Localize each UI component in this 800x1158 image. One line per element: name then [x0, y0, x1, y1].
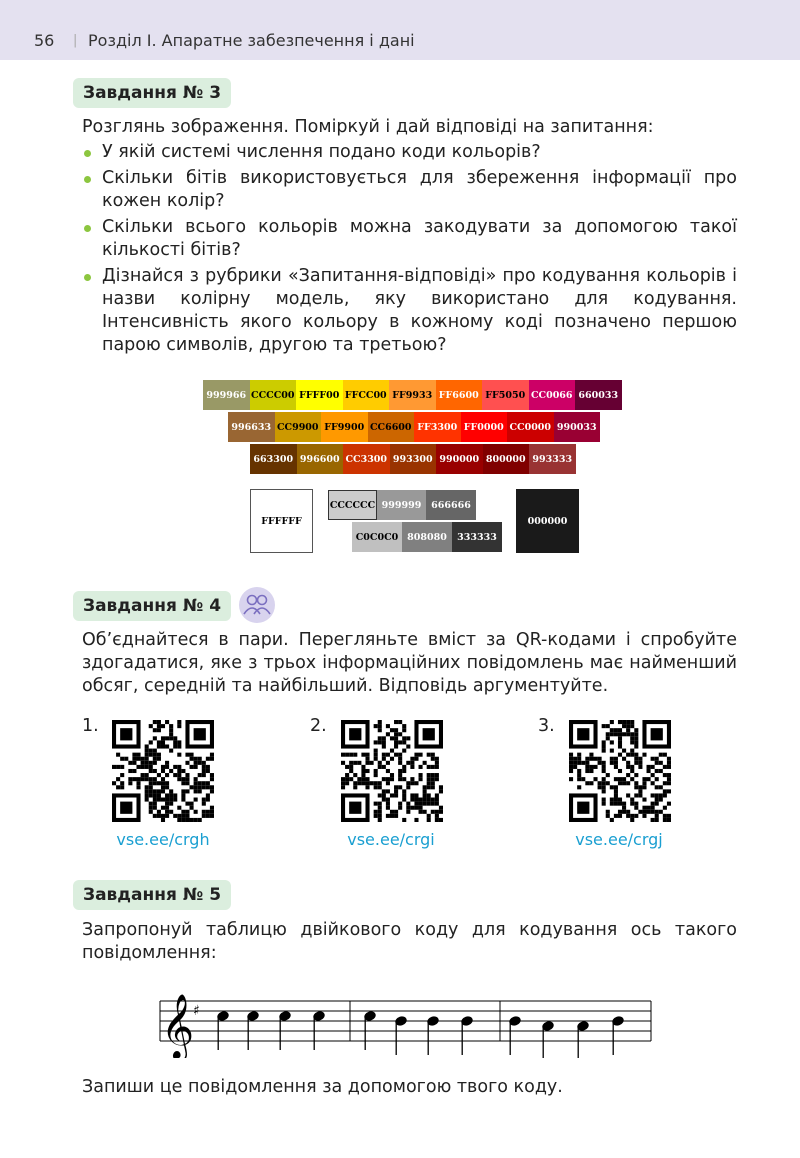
task3-intro: Розглянь зображення. Поміркуй і дай відповіді на запитання:	[82, 117, 654, 137]
color-swatch: 993300	[390, 444, 437, 474]
header-separator: |	[73, 33, 78, 48]
color-swatch: 996600	[297, 444, 344, 474]
qr-code-icon[interactable]	[569, 720, 671, 822]
task5-text: Запропонуй таблицю двійкового коду для кодування ось такого повідомлення:	[82, 920, 737, 963]
color-swatch: FF5050	[482, 380, 529, 410]
chapter-title: Розділ І. Апаратне забезпечення і дані	[88, 31, 415, 50]
swatch-black: 000000	[516, 489, 579, 553]
color-swatch: CC3300	[343, 444, 390, 474]
task5-footer: Запиши це повідомлення за допомогою твого коду.	[82, 1077, 563, 1097]
page-header	[0, 0, 800, 60]
qr-code-icon[interactable]	[112, 720, 214, 822]
color-swatch: CC0066	[529, 380, 576, 410]
swatch-gray-808: 808080	[402, 522, 452, 552]
color-swatch: FF9900	[321, 412, 368, 442]
music-staff-illustration	[155, 993, 655, 1058]
qr-number-2: 2.	[310, 716, 327, 736]
swatch-gray-c0: C0C0C0	[352, 522, 402, 552]
task3-questions	[82, 141, 737, 360]
color-swatch: FF3300	[414, 412, 461, 442]
color-swatch: 990000	[436, 444, 483, 474]
swatch-gray-ccc: CCCCCC	[328, 490, 377, 520]
pair-work-icon	[238, 586, 276, 624]
qr-number-3: 3.	[538, 716, 555, 736]
page-number: 56	[34, 31, 55, 50]
swatch-gray-666: 666666	[426, 490, 476, 520]
color-swatch: 993333	[529, 444, 576, 474]
color-swatch: FF9933	[389, 380, 436, 410]
color-swatch: 663300	[250, 444, 297, 474]
qr-link-1[interactable]: vse.ee/crgh	[116, 830, 210, 849]
task3-label: Завдання № 3	[73, 78, 231, 108]
qr-code-icon[interactable]	[341, 720, 443, 822]
qr-number-1: 1.	[82, 716, 99, 736]
color-swatch: CC6600	[368, 412, 415, 442]
treble-clef-icon: 𝄞	[161, 994, 195, 1058]
swatch-white: FFFFFF	[250, 489, 313, 553]
color-swatch: FFCC00	[343, 380, 390, 410]
task4-label: Завдання № 4	[73, 591, 231, 621]
color-swatch: 996633	[228, 412, 275, 442]
swatch-gray-333: 333333	[452, 522, 502, 552]
color-swatch: 660033	[575, 380, 622, 410]
color-swatch: FF6600	[436, 380, 483, 410]
qr-link-3[interactable]: vse.ee/crgj	[575, 830, 663, 849]
sharp-sign-icon: ♯	[193, 1003, 200, 1019]
color-swatch: CC9900	[275, 412, 322, 442]
question-3: Скільки всього кольорів можна закодувати за допомогою такої кількості бітів?	[82, 216, 737, 262]
color-swatch: FF0000	[461, 412, 508, 442]
task5-label: Завдання № 5	[73, 880, 231, 910]
color-swatch: CCCC00	[250, 380, 297, 410]
task4-text: Об’єднайтеся в пари. Перегляньте вміст за QR-кодами і спробуйте здогадатися, яке з трьох інформаційних повідомлень має найменший обсяг, середній та найбільший. Відповідь аргументуйте.	[82, 630, 737, 696]
qr-link-2[interactable]: vse.ee/crgi	[347, 830, 435, 849]
question-2: Скільки бітів використовується для збереження інформації про кожен колір?	[82, 167, 737, 213]
question-4: Дізнайся з рубрики «Запитання-відповіді» про кодування кольорів і назви колірну модель, яку використано для кодування. Інтенсивність якого кольору в кожному коді позначено першою парою символів, другою та третьою?	[82, 265, 737, 357]
swatch-gray-999: 999999	[377, 490, 426, 520]
color-swatch: 999966	[203, 380, 250, 410]
question-1: У якій системі числення подано коди кольорів?	[82, 141, 737, 164]
color-swatch: CC0000	[507, 412, 554, 442]
color-swatch: 800000	[483, 444, 530, 474]
color-swatch: FFFF00	[296, 380, 343, 410]
color-swatch: 990033	[554, 412, 601, 442]
